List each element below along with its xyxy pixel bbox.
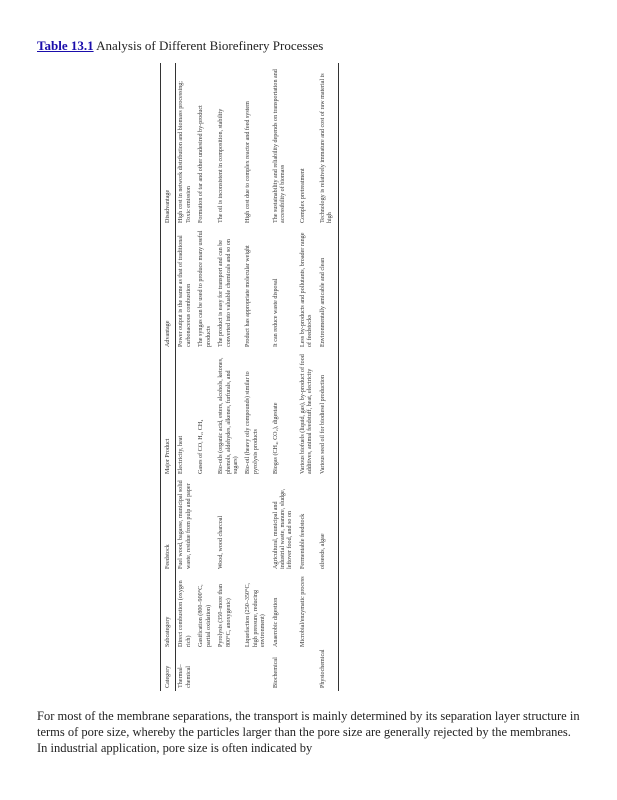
cell-category bbox=[243, 650, 270, 691]
biorefinery-table bbox=[160, 63, 339, 691]
table-row bbox=[243, 63, 270, 691]
cell-disadvantage: High cost due to complex reactor and feed system bbox=[245, 101, 252, 223]
cell-product: Gases of CO, H₂, CH₄ bbox=[198, 419, 205, 474]
table-row bbox=[298, 63, 318, 691]
table-title: Analysis of Different Biorefinery Processes bbox=[96, 38, 324, 53]
cell-product: Biogas (CH₄, CO₂), digestate bbox=[272, 402, 279, 474]
table-row bbox=[216, 63, 243, 691]
header-category: Category bbox=[165, 665, 171, 688]
cell-disadvantage: The sustainability and reliability depends on transportation and accessibility of biomass bbox=[272, 69, 287, 223]
cell-subcategory: Pyrolysis (350–more than 800°C, anoxygenic) bbox=[218, 584, 232, 647]
table-caption bbox=[37, 38, 323, 54]
cell-category: Physiochemical bbox=[319, 649, 326, 688]
header-advantage: Advantage bbox=[165, 320, 171, 347]
cell-category: Thermal–chemical bbox=[178, 664, 192, 688]
cell-product: Electricity, heat bbox=[178, 435, 185, 474]
cell-advantage: Environmentally amicable and clean bbox=[319, 257, 326, 347]
cell-category bbox=[298, 650, 318, 691]
cell-product: Various seed oil for biodiesel production bbox=[319, 374, 326, 474]
cell-product: Bio-oil (heavy oily compounds) similar to pyrolysis products bbox=[245, 371, 259, 474]
cell-advantage: Product has appropriate molecular weight bbox=[245, 245, 252, 347]
cell-disadvantage: Formation of tar and other undesired by-product bbox=[198, 105, 205, 223]
cell-disadvantage: Complex pretreatment bbox=[299, 168, 306, 223]
cell-advantage: Power output is the same as that of traditional carbonaceous combustion bbox=[178, 235, 192, 347]
cell-feedstock: Agricultural, municipal and industrial waste, manure, sludge, leftover food, and so on bbox=[272, 488, 294, 569]
header-disadvantage: Disadvantage bbox=[165, 189, 171, 223]
cell-category bbox=[196, 650, 216, 691]
table-row bbox=[176, 63, 196, 691]
cell-feedstock: Fermentable feedstock bbox=[299, 513, 306, 569]
header-major-product: Major Product bbox=[165, 438, 171, 474]
header-subcategory: Subcategory bbox=[165, 616, 171, 647]
cell-product: Bio-oils (organic acid, esters, alcohols, ketones, phenols, aldehydes, alkenes, furfurals, and sugars) bbox=[218, 357, 239, 474]
cell-product: Various biofuels (liquid, gas), by-product of food additives, animal feedstuff, heat, electricity bbox=[299, 354, 314, 474]
cell-feedstock: Fuel wood, bagasse, municipal solid waste, residue from pulp and paper bbox=[178, 480, 192, 569]
cell-advantage: The product is easy for transport and can be converted into valuable chemicals and so on bbox=[218, 239, 232, 347]
body-paragraph: For most of the membrane separations, the transport is mainly determined by its separation layer structure in terms of pore size, whereby the particles larger than the pore size are generally rejected by the membranes. In industrial application, pore size is often indicated by bbox=[37, 709, 580, 755]
cell-disadvantage: The oil is inconsistent in composition, stability bbox=[218, 108, 225, 223]
cell-subcategory: Direct combustion (oxygen rich) bbox=[178, 580, 192, 647]
table-row bbox=[318, 63, 338, 691]
cell-subcategory: Liquefaction (250–350°C, high pressure, reducing environment) bbox=[245, 582, 267, 647]
cell-feedstock: oilseeds, algae bbox=[319, 533, 326, 569]
table-row bbox=[196, 63, 216, 691]
cell-disadvantage: High cost in network distribution and biomass processing; Toxic emission bbox=[178, 80, 192, 223]
cell-subcategory: Anaerobic digestion bbox=[272, 597, 279, 647]
cell-subcategory bbox=[318, 572, 338, 650]
table-header-row bbox=[161, 63, 176, 691]
table-number-link[interactable]: Table 13.1 bbox=[37, 38, 94, 53]
cell-feedstock: Wood, wood charcoal bbox=[218, 515, 225, 569]
cell-disadvantage: Technology is relatively immature and cost of raw material is high bbox=[319, 73, 334, 223]
cell-advantage: The syngas can be used to produce many useful products bbox=[198, 230, 212, 347]
cell-category bbox=[216, 650, 243, 691]
rotated-table-container bbox=[160, 63, 460, 691]
table-row bbox=[271, 63, 298, 691]
cell-category: Biochemical bbox=[272, 657, 279, 688]
cell-subcategory: Gasification (800–900°C, partial oxidation) bbox=[198, 584, 212, 647]
cell-feedstock bbox=[196, 477, 216, 572]
header-feedstock: Feedstock bbox=[165, 544, 171, 569]
cell-feedstock bbox=[243, 477, 270, 572]
cell-subcategory: Microbial/enzymatic process bbox=[299, 576, 306, 647]
cell-advantage: It can reduce waste disposal bbox=[272, 278, 279, 347]
cell-advantage: Less by-products and pollutants, broader range of feedstocks bbox=[299, 232, 314, 347]
